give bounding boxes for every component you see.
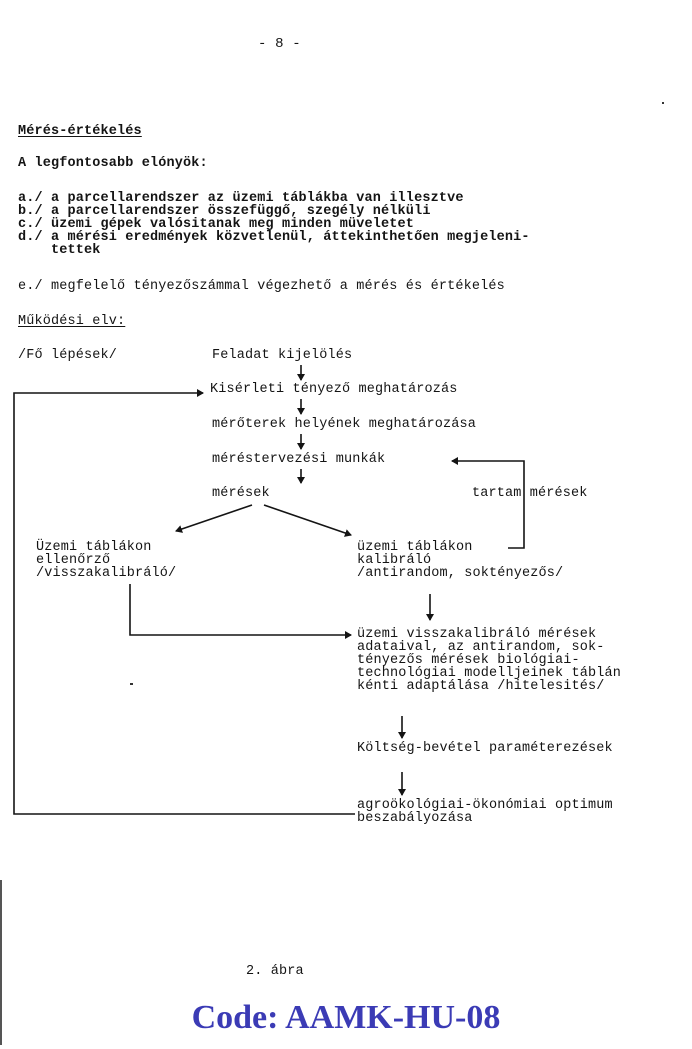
list-item: b./ a parcellarendszer összefüggő, szegély nélküli xyxy=(18,204,431,219)
flow-duration-measurements: tartam mérések xyxy=(472,486,588,501)
scan-edge-mark xyxy=(0,880,2,1045)
flow-cost-box: Költség-bevétel paraméterezések xyxy=(357,741,613,756)
recalib-line: tényezős mérések biológiai- xyxy=(357,653,580,668)
right-box-line: üzemi táblákon xyxy=(357,540,473,555)
list-item: c./ üzemi gépek valósitanak meg minden müveletet xyxy=(18,217,415,232)
recalib-line: adataival, az antirandom, sok- xyxy=(357,640,605,655)
recalib-line: üzemi visszakalibráló mérések xyxy=(357,627,597,642)
arrow-to-right-box xyxy=(264,505,351,535)
recalib-line: kénti adaptálása /hitelesités/ xyxy=(357,679,605,694)
flow-step-location: mérőterek helyének meghatározása xyxy=(212,417,477,432)
code-footer: Code: AAMK-HU-08 xyxy=(191,999,501,1036)
principle-heading: Működési elv: xyxy=(18,314,126,329)
flow-step-measurements: mérések xyxy=(212,486,270,501)
recalib-line: technológiai modelljeinek táblán xyxy=(357,666,622,681)
flow-step-factor: Kisérleti tényező meghatározás xyxy=(210,382,458,397)
right-box-line: /antirandom, soktényezős/ xyxy=(357,566,564,581)
list-item: d./ a mérési eredmények közvetlenül, áttekinthetően megjeleni- xyxy=(18,230,530,245)
page-number: - 8 - xyxy=(258,36,301,52)
list-item: a./ a parcellarendszer az üzemi táblákba van illesztve xyxy=(18,191,464,206)
section-title: Mérés-értékelés xyxy=(18,124,142,139)
main-steps-label: /Fő lépések/ xyxy=(18,348,118,363)
left-box-to-recalib-line xyxy=(130,584,351,635)
scan-speck xyxy=(130,683,133,685)
right-box-line: kalibráló xyxy=(357,553,432,568)
optimum-line: agroökológiai-ökonómiai optimum xyxy=(357,798,613,813)
figure-caption: 2. ábra xyxy=(246,964,304,979)
arrow-to-left-box xyxy=(176,505,252,531)
flow-step-task: Feladat kijelölés xyxy=(212,348,353,363)
optimum-line: beszabályozása xyxy=(357,811,473,826)
list-item: tettek xyxy=(18,243,101,258)
left-box-line: Üzemi táblákon xyxy=(36,540,152,555)
flow-step-planning: méréstervezési munkák xyxy=(212,452,386,467)
list-item: e./ megfelelő tényezőszámmal végezhető a mérés és értékelés xyxy=(18,279,505,294)
advantages-heading: A legfontosabb elónyök: xyxy=(18,156,208,171)
outer-feedback-line xyxy=(14,393,355,814)
left-box-line: /visszakalibráló/ xyxy=(36,566,177,581)
left-box-line: ellenőrző xyxy=(36,553,111,568)
scan-speck xyxy=(662,102,664,104)
duration-feedback-line xyxy=(452,461,524,548)
